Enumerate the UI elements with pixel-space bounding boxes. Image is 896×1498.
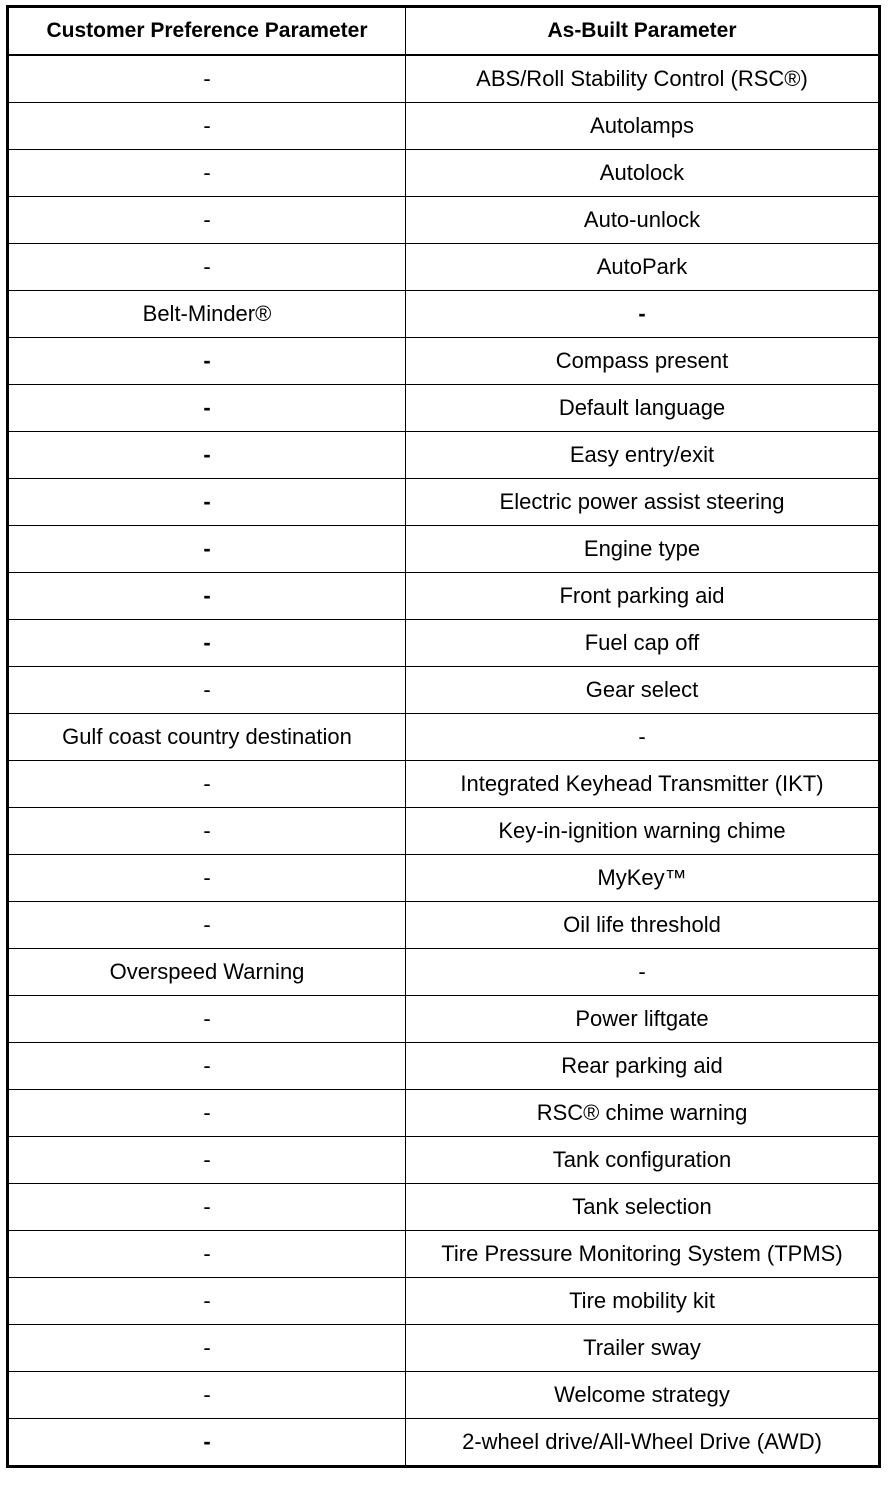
table-row	[8, 526, 880, 573]
as-built-cell: Auto-unlock	[406, 197, 880, 244]
table-body	[8, 55, 880, 1467]
customer-preference-cell: Gulf coast country destination	[8, 714, 406, 761]
customer-preference-cell: -	[8, 432, 406, 479]
customer-preference-cell: -	[8, 479, 406, 526]
table-row	[8, 338, 880, 385]
table-row	[8, 949, 880, 996]
as-built-cell: MyKey™	[406, 855, 880, 902]
customer-preference-cell: -	[8, 1372, 406, 1419]
customer-preference-cell: -	[8, 1184, 406, 1231]
table-row	[8, 1325, 880, 1372]
customer-preference-cell: -	[8, 620, 406, 667]
as-built-cell: Tank configuration	[406, 1137, 880, 1184]
customer-preference-cell: -	[8, 1137, 406, 1184]
customer-preference-cell: -	[8, 1090, 406, 1137]
table-header	[8, 7, 880, 56]
as-built-cell: -	[406, 714, 880, 761]
table-row	[8, 996, 880, 1043]
header-as-built: As-Built Parameter	[406, 7, 880, 56]
table-row	[8, 667, 880, 714]
as-built-cell: Key-in-ignition warning chime	[406, 808, 880, 855]
table-row	[8, 620, 880, 667]
table-row	[8, 1231, 880, 1278]
customer-preference-cell: -	[8, 385, 406, 432]
table-row	[8, 714, 880, 761]
as-built-cell: Trailer sway	[406, 1325, 880, 1372]
table-row	[8, 197, 880, 244]
customer-preference-cell: -	[8, 244, 406, 291]
customer-preference-cell: -	[8, 808, 406, 855]
as-built-cell: Tank selection	[406, 1184, 880, 1231]
as-built-cell: Autolock	[406, 150, 880, 197]
as-built-cell: Default language	[406, 385, 880, 432]
table-row	[8, 855, 880, 902]
as-built-cell: Autolamps	[406, 103, 880, 150]
table-row	[8, 1137, 880, 1184]
parameter-table	[6, 5, 881, 1468]
table-row	[8, 1419, 880, 1467]
customer-preference-cell: -	[8, 1278, 406, 1325]
as-built-cell: Oil life threshold	[406, 902, 880, 949]
customer-preference-cell: -	[8, 902, 406, 949]
table-row	[8, 432, 880, 479]
customer-preference-cell: -	[8, 667, 406, 714]
as-built-cell: Welcome strategy	[406, 1372, 880, 1419]
customer-preference-cell: -	[8, 1231, 406, 1278]
customer-preference-cell: -	[8, 150, 406, 197]
customer-preference-cell: -	[8, 526, 406, 573]
as-built-cell: Integrated Keyhead Transmitter (IKT)	[406, 761, 880, 808]
customer-preference-cell: -	[8, 103, 406, 150]
as-built-cell: -	[406, 949, 880, 996]
as-built-cell: Tire mobility kit	[406, 1278, 880, 1325]
as-built-cell: ABS/Roll Stability Control (RSC®)	[406, 55, 880, 103]
customer-preference-cell: -	[8, 1419, 406, 1467]
as-built-cell: Tire Pressure Monitoring System (TPMS)	[406, 1231, 880, 1278]
as-built-cell: Compass present	[406, 338, 880, 385]
customer-preference-cell: Belt-Minder®	[8, 291, 406, 338]
header-customer-preference: Customer Preference Parameter	[8, 7, 406, 56]
as-built-cell: Fuel cap off	[406, 620, 880, 667]
as-built-cell: -	[406, 291, 880, 338]
as-built-cell: Power liftgate	[406, 996, 880, 1043]
table-row	[8, 150, 880, 197]
customer-preference-cell: -	[8, 55, 406, 103]
table-row	[8, 244, 880, 291]
as-built-cell: 2-wheel drive/All-Wheel Drive (AWD)	[406, 1419, 880, 1467]
customer-preference-cell: -	[8, 761, 406, 808]
table-row	[8, 1090, 880, 1137]
customer-preference-cell: -	[8, 338, 406, 385]
as-built-cell: AutoPark	[406, 244, 880, 291]
as-built-cell: Electric power assist steering	[406, 479, 880, 526]
table-row	[8, 55, 880, 103]
table-row	[8, 808, 880, 855]
table-row	[8, 761, 880, 808]
table-row	[8, 1184, 880, 1231]
table-row	[8, 385, 880, 432]
as-built-cell: Rear parking aid	[406, 1043, 880, 1090]
customer-preference-cell: -	[8, 1043, 406, 1090]
customer-preference-cell: -	[8, 197, 406, 244]
as-built-cell: RSC® chime warning	[406, 1090, 880, 1137]
customer-preference-cell: -	[8, 1325, 406, 1372]
table-row	[8, 291, 880, 338]
as-built-cell: Engine type	[406, 526, 880, 573]
customer-preference-cell: -	[8, 573, 406, 620]
customer-preference-cell: -	[8, 996, 406, 1043]
table-row	[8, 1043, 880, 1090]
as-built-cell: Front parking aid	[406, 573, 880, 620]
table-row	[8, 479, 880, 526]
table-row	[8, 103, 880, 150]
table-row	[8, 902, 880, 949]
table-row	[8, 573, 880, 620]
header-row	[8, 7, 880, 56]
as-built-cell: Gear select	[406, 667, 880, 714]
table-row	[8, 1372, 880, 1419]
as-built-cell: Easy entry/exit	[406, 432, 880, 479]
customer-preference-cell: Overspeed Warning	[8, 949, 406, 996]
table-row	[8, 1278, 880, 1325]
customer-preference-cell: -	[8, 855, 406, 902]
